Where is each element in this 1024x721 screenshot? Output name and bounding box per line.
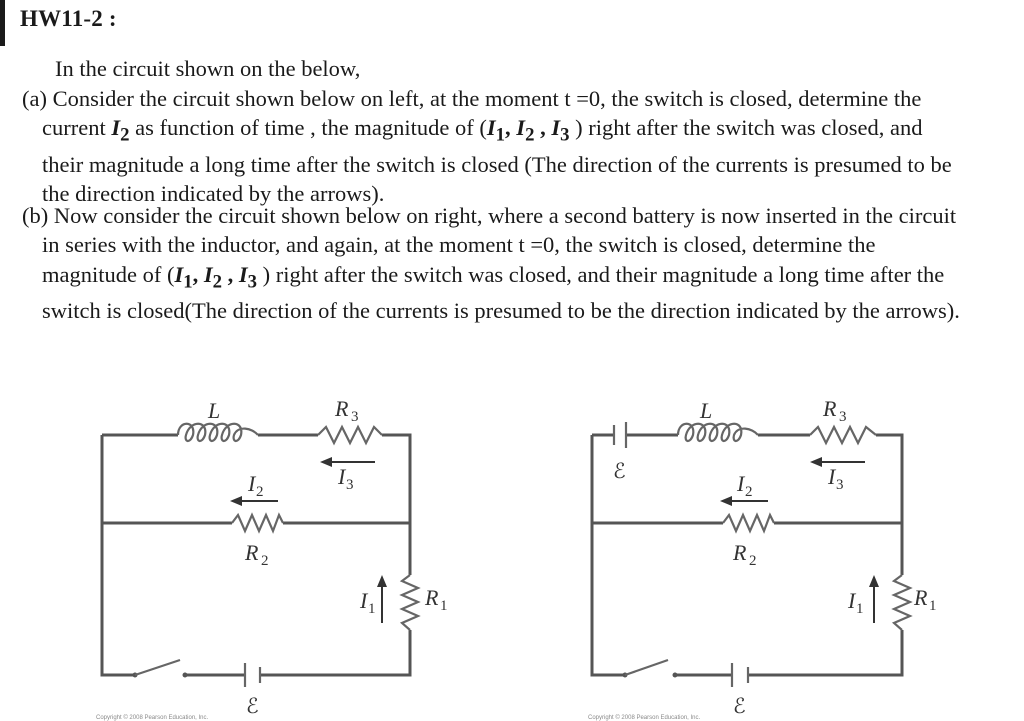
label-r2: R	[733, 540, 747, 565]
arrow-i3	[320, 457, 375, 467]
resistor-r1	[894, 575, 910, 630]
inductor-coil	[678, 424, 758, 441]
resistor-r1	[402, 575, 418, 630]
switch-contact	[183, 673, 188, 678]
label-i1-sub: 1	[368, 601, 376, 617]
label-i3-sub: 3	[836, 477, 844, 493]
switch-contact	[673, 673, 678, 678]
inductor-coil	[178, 424, 258, 441]
part-b-paragraph: (b) Now consider the circuit shown below on right, where a second battery is now inserted in the circuit in series with the inductor, and again, at the moment t =0, the switch is closed, determine the magnitude of ($I_1$, $I_2$ , $I_3$ ) right after the switch was closed, and their magnitude a long time after the switch is closed(The direction of the currents is presumed to be the direction indicated by the arrows).	[22, 203, 960, 324]
label-i2: I	[737, 471, 745, 496]
intro-text: In the circuit shown on the below,	[55, 56, 361, 81]
battery	[245, 663, 260, 687]
label-i1: I	[848, 588, 856, 613]
copyright-note-right: Copyright © 2008 Pearson Education, Inc.	[588, 715, 701, 721]
top-wire-left-segment	[592, 435, 902, 523]
label-i2: I	[248, 471, 256, 496]
label-r2: R	[245, 540, 259, 565]
top-wire-left	[102, 435, 410, 523]
label-r1: R	[914, 585, 928, 610]
label-r3: R	[335, 396, 349, 421]
battery-bottom	[732, 663, 748, 687]
right-side-wire	[260, 523, 410, 675]
label-r1: R	[425, 585, 439, 610]
label-r2-sub: 2	[749, 553, 757, 569]
page-title: HW11-2 :	[20, 6, 117, 31]
label-i2-sub: 2	[745, 484, 753, 500]
right-side-wire	[748, 523, 902, 675]
label-i1: I	[360, 588, 368, 613]
part-a-paragraph: (a) Consider the circuit shown below on left, at the moment t =0, the switch is closed, determine the current $I_2$ as function of time , the magnitude of ($I_1$, $I_2$ , $I_3$ ) right after the switch was closed, and their magnitude a long time after the switch is closed (The direction of the currents is presumed to be the direction indicated by the arrows).	[22, 86, 952, 207]
copyright-note-left: Copyright © 2008 Pearson Education, Inc.	[96, 715, 209, 721]
arrow-i1	[377, 575, 387, 623]
label-i3: I	[338, 464, 346, 489]
left-side-wire	[102, 435, 135, 675]
left-accent-bar	[0, 0, 5, 46]
label-i1-sub: 1	[856, 601, 864, 617]
label-r3: R	[823, 396, 837, 421]
circuit-diagram-right	[580, 380, 940, 721]
label-emf-bottom: ℰ	[733, 694, 746, 718]
label-r1-sub: 1	[929, 598, 937, 614]
label-r3-sub: 3	[839, 409, 847, 425]
label-r1-sub: 1	[440, 598, 448, 614]
label-i3: I	[828, 464, 836, 489]
battery-top	[614, 422, 626, 448]
label-inductor-l: L	[700, 398, 713, 423]
resistor-r3	[810, 427, 876, 443]
arrow-i3	[810, 457, 865, 467]
resistor-r2	[723, 515, 774, 531]
arrow-i2	[720, 496, 768, 506]
arrow-i2	[230, 496, 278, 506]
label-i3-sub: 3	[346, 477, 354, 493]
circuit-diagram-left	[80, 380, 448, 721]
label-emf: ℰ	[246, 694, 259, 718]
label-i2-sub: 2	[256, 484, 264, 500]
switch-lever	[625, 660, 668, 675]
resistor-r2	[232, 515, 283, 531]
label-inductor-l: L	[208, 398, 221, 423]
resistor-r3	[318, 427, 382, 443]
switch-lever	[135, 660, 180, 675]
label-r3-sub: 3	[351, 409, 359, 425]
label-r2-sub: 2	[261, 553, 269, 569]
arrow-i1	[869, 575, 879, 623]
label-emf-top: ℰ	[613, 459, 626, 483]
